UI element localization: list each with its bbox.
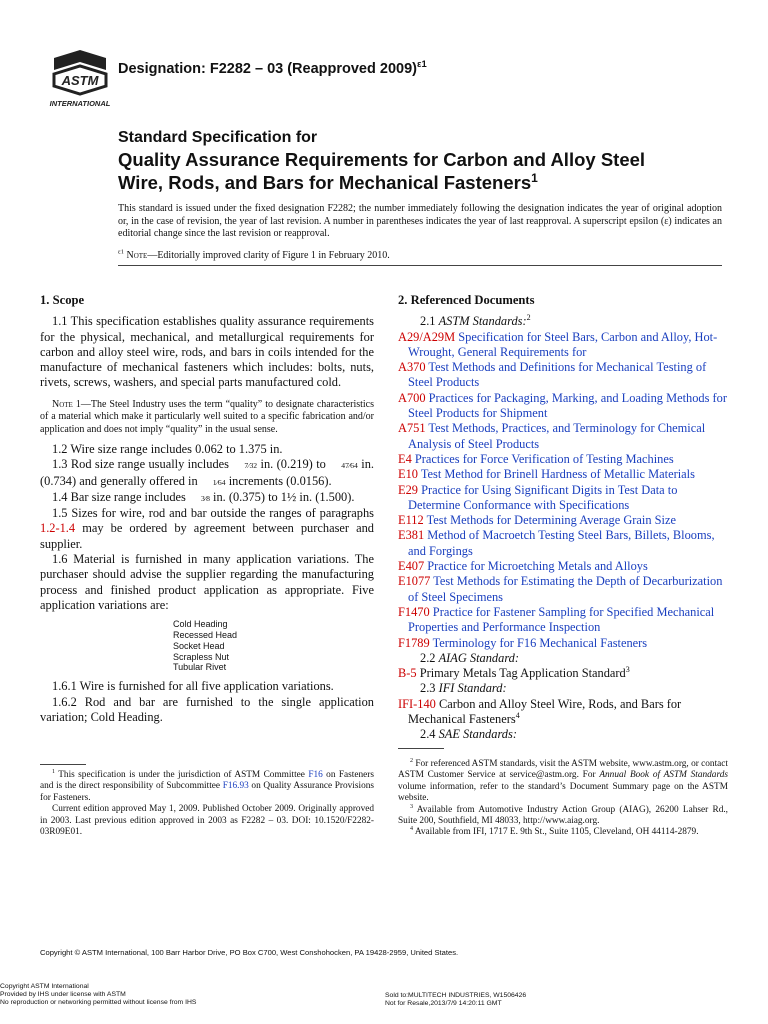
s22-label: AIAG Standard:	[438, 650, 520, 665]
title-line-3-text: Wire, Rods, and Bars for Mechanical Fasteners	[118, 172, 532, 193]
svg-text:ASTM: ASTM	[61, 73, 99, 88]
fraction-47-64: 47⁄64	[341, 461, 358, 471]
p13b: in. (0.219) to	[257, 457, 330, 472]
scope-heading: 1. Scope	[40, 293, 85, 307]
aiag-code-link[interactable]: B-5	[398, 666, 417, 681]
subcommittee-f16-93-link[interactable]: F16.93	[222, 781, 249, 792]
edit-note-sup: ε1	[118, 248, 124, 256]
para-1-2: 1.2 Wire size range includes 0.062 to 1.375 in.	[52, 442, 283, 456]
section-2-2	[398, 651, 728, 666]
standard-title-link[interactable]: Test Methods for Estimating the Depth of Decarburization of Steel Specimens	[408, 574, 723, 604]
astm-logo	[44, 48, 116, 110]
standard-title-link[interactable]: Method of Macroetch Testing Steel Bars, Billets, Blooms, and Forgings	[408, 528, 715, 558]
standard-title-link[interactable]: Practice for Fastener Sampling for Specified Mechanical Properties and Performance Inspection	[408, 604, 715, 635]
standard-title-link[interactable]: Test Methods and Definitions for Mechanical Testing of Steel Products	[408, 360, 707, 390]
designation-text: Designation: F2282 – 03 (Reapproved 2009)	[118, 61, 417, 77]
footer-left	[0, 983, 196, 1007]
standard-title-link[interactable]: Practice for Using Significant Digits in Test Data to Determine Conformance with Specifications	[408, 482, 678, 512]
standard-title-link[interactable]: Practice for Microetching Metals and Alloys	[427, 559, 648, 574]
astm-standard-item	[398, 360, 728, 391]
footnote-1-edition: Current edition approved May 1, 2009. Published October 2009. Originally approved in 2003. Last previous edition approved in 2003 as F2282 – 03. DOI: 10.1520/F2282-03R09E01.	[40, 804, 374, 838]
note-1-label: Note	[52, 398, 73, 410]
title-line-1: Standard Specification for	[118, 129, 318, 146]
standard-title-link[interactable]: Test Methods for Determining Average Grain Size	[426, 513, 676, 528]
app-item: Scrapless Nut	[173, 651, 230, 662]
astm-standard-item	[398, 636, 728, 651]
para-1-6-1: 1.6.1 Wire is furnished for all five application variations.	[52, 679, 334, 694]
standard-code-link[interactable]: F1789	[398, 635, 430, 650]
section-2-1	[398, 314, 728, 329]
app-item: Socket Head	[173, 640, 225, 651]
aiag-standard	[398, 666, 728, 681]
footer-right	[385, 992, 526, 1008]
references-column	[398, 293, 728, 743]
standard-code-link[interactable]: E1077	[398, 574, 431, 589]
standard-title-link[interactable]: Specification for Steel Bars, Carbon and Alloy, Hot-Wrought, General Requirements for	[408, 329, 718, 359]
s21-label: ASTM Standards:	[438, 314, 527, 329]
edit-note-text: —Editorially improved clarity of Figure 1 in February 2010.	[147, 250, 390, 261]
document-title	[118, 128, 678, 194]
fn1-c: on Quality Assurance Provisions for Fasteners.	[40, 781, 375, 803]
fraction-3-8: 3⁄8	[200, 493, 210, 503]
title-line-3	[118, 171, 678, 194]
astm-standard-item	[398, 330, 728, 361]
application-list	[40, 619, 374, 673]
standard-title-link[interactable]: Practices for Packaging, Marking, and Loading Methods for Steel Products for Shipment	[408, 390, 727, 421]
p13a: 1.3 Rod size range usually includes	[52, 457, 233, 472]
app-item: Cold Heading	[173, 619, 228, 630]
standard-code-link[interactable]: A700	[398, 390, 426, 405]
standard-code-link[interactable]: F1470	[398, 604, 430, 619]
para-1-4	[40, 490, 374, 506]
fn3-sup: 3	[410, 803, 414, 810]
astm-standard-item	[398, 452, 728, 467]
footer-right-line: Sold to:MULTITECH INDUSTRIES, W1506426	[385, 992, 527, 999]
designation	[118, 58, 427, 77]
astm-standard-item	[398, 421, 728, 452]
ifi-code-link[interactable]: IFI-140	[398, 696, 436, 711]
fn1-sup: 1	[52, 768, 56, 775]
header-divider	[118, 265, 722, 266]
p14a: 1.4 Bar size range includes	[52, 489, 189, 504]
footer-left-line: Provided by IHS under license with ASTM	[0, 991, 126, 998]
link-1-2-1-4[interactable]: 1.2-1.4	[40, 521, 76, 536]
fn4-text: Available from IFI, 1717 E. 9th St., Suite 1105, Cleveland, OH 44114-2879.	[413, 827, 699, 838]
s21-sup: 2	[526, 313, 531, 323]
s21-num: 2.1	[420, 314, 439, 329]
fn3-text: Available from Automotive Industry Action Group (AIAG), 26200 Lahser Rd., Suite 200, Southfield, MI 48033, http://www.aiag.org.	[398, 804, 728, 827]
aiag-sup: 3	[625, 665, 630, 674]
para-1-6-2: 1.6.2 Rod and bar are furnished to the single application variation; Cold Heading.	[40, 694, 374, 724]
footnotes-right	[398, 759, 728, 839]
footer-left-line: No reproduction or networking permitted without license from IHS	[0, 999, 197, 1006]
ifi-sup: 4	[515, 710, 520, 720]
copyright-line: Copyright © ASTM International, 100 Barr Harbor Drive, PO Box C700, West Conshohocken, PA 19428-2959, United States.	[40, 948, 459, 957]
footnote-2	[398, 759, 728, 805]
p13c: in. (0.734) and generally offered in	[40, 457, 374, 488]
edit-note-label: Note	[126, 250, 148, 261]
fraction-7-32: 7⁄32	[244, 461, 258, 471]
para-1-1: 1.1 This specification establishes quality assurance requirements for the physical, mechanical, and metallurgical requirements for carbon and alloy steel wire, rods, and bars in coils intended for the manufacture of mechanical fasteners which includes: bolts, nuts, rivets, screws, washers, and special parts manufactured cold.	[40, 314, 374, 390]
astm-standard-item	[398, 605, 728, 636]
refs-heading: 2. Referenced Documents	[398, 293, 535, 307]
standard-code-link[interactable]: E407	[398, 559, 425, 574]
footer-right-line: Not for Resale,2013/7/9 14:20:11 GMT	[385, 1000, 502, 1007]
p15a: 1.5 Sizes for wire, rod and bar outside the ranges of paragraphs	[52, 506, 374, 521]
footnote-divider-left	[40, 764, 86, 765]
p13d: increments (0.0156).	[225, 473, 332, 488]
s24-num: 2.4	[420, 727, 439, 742]
svg-text:INTERNATIONAL: INTERNATIONAL	[49, 99, 111, 108]
footnote-3	[398, 805, 728, 828]
standard-title-link[interactable]: Test Method for Brinell Hardness of Metallic Materials	[420, 467, 695, 482]
fn2-a: For referenced ASTM standards, visit the ASTM website, www.astm.org, or contact ASTM Customer Service at service@astm.org. For	[398, 759, 728, 781]
designation-sup: ε1	[416, 58, 427, 70]
editorial-note	[118, 250, 390, 261]
p15b: may be ordered by agreement between purchaser and supplier.	[40, 521, 374, 551]
astm-standard-item	[398, 559, 728, 574]
section-2-4	[398, 727, 728, 742]
standard-code-link[interactable]: E381	[398, 528, 425, 543]
footnotes-left	[40, 770, 374, 838]
standard-title-link[interactable]: Terminology for F16 Mechanical Fasteners	[432, 635, 648, 650]
ifi-standard	[398, 697, 728, 728]
note-1	[40, 399, 374, 436]
footnote-4	[398, 827, 728, 838]
fn1-a: This specification is under the jurisdiction of ASTM Committee	[55, 770, 309, 780]
committee-f16-link[interactable]: F16	[308, 770, 323, 780]
ifi-title: Carbon and Alloy Steel Wire, Rods, and Bars for Mechanical Fasteners	[408, 696, 682, 727]
standard-code-link[interactable]: E29	[398, 482, 418, 497]
standard-code-link[interactable]: E4	[398, 451, 412, 466]
fn2-sup: 2	[410, 757, 414, 764]
p14b: in. (0.375) to 1½ in. (1.500).	[209, 489, 355, 504]
fn4-sup: 4	[410, 826, 414, 833]
astm-standard-item	[398, 513, 728, 528]
astm-standard-item	[398, 574, 728, 605]
s22-num: 2.2	[420, 650, 439, 665]
standard-code-link[interactable]: E112	[398, 513, 424, 528]
astm-standards-list	[398, 330, 728, 651]
aiag-title: Primary Metals Tag Application Standard	[416, 666, 626, 681]
astm-standard-item	[398, 483, 728, 514]
fn2-italic: Annual Book of ASTM Standards	[599, 770, 728, 781]
astm-standard-item	[398, 391, 728, 422]
standard-code-link[interactable]: A370	[398, 360, 426, 375]
fn1-b: on Fasteners and is the direct responsibility of Subcommittee	[40, 770, 374, 792]
issue-statement: This standard is issued under the fixed designation F2282; the number immediately following the designation indicates the year of original adoption or, in the case of revision, the year of last revision. A number in parentheses indicates the year of last reapproval. A superscript epsilon (ε) indicates an editorial change since the last revision or reapproval.	[118, 203, 722, 240]
s23-num: 2.3	[420, 681, 439, 696]
para-1-3	[40, 457, 374, 490]
fraction-1-64: 1⁄64	[212, 477, 226, 487]
s23-label: IFI Standard:	[438, 681, 507, 696]
app-item: Tubular Rivet	[173, 662, 227, 673]
para-1-5	[40, 506, 374, 552]
footnote-1	[40, 770, 374, 804]
title-line-2: Quality Assurance Requirements for Carbon and Alloy Steel	[118, 149, 646, 170]
app-item: Recessed Head	[173, 630, 238, 641]
standard-title-link[interactable]: Practices for Force Verification of Testing Machines	[414, 451, 674, 466]
standard-code-link[interactable]: A751	[398, 421, 426, 436]
section-2-3	[398, 681, 728, 696]
astm-standard-item	[398, 467, 728, 482]
standard-code-link[interactable]: A29/A29M	[398, 329, 456, 344]
para-1-6: 1.6 Material is furnished in many application variations. The purchaser should advise the supplier regarding the manufacturing process and finished product application as appropriate. Five application variations are:	[40, 552, 374, 612]
standard-title-link[interactable]: Test Methods, Practices, and Terminology for Chemical Analysis of Steel Products	[408, 421, 706, 451]
note-1-text: 1—The Steel Industry uses the term “quality” to designate characteristics of a material which make it particularly well suited to a specific fabrication and/or application and does not imply “quality” in the usual sense.	[40, 398, 374, 435]
footnote-divider-right	[398, 748, 444, 749]
s24-label: SAE Standards:	[438, 727, 517, 742]
title-footnote-mark: 1	[531, 170, 538, 185]
footer-left-line: Copyright ASTM International	[0, 983, 89, 990]
scope-column	[40, 293, 374, 725]
fn2-b: volume information, refer to the standard’s Document Summary page on the ASTM website.	[398, 781, 728, 804]
standard-code-link[interactable]: E10	[398, 467, 418, 482]
astm-standard-item	[398, 528, 728, 559]
